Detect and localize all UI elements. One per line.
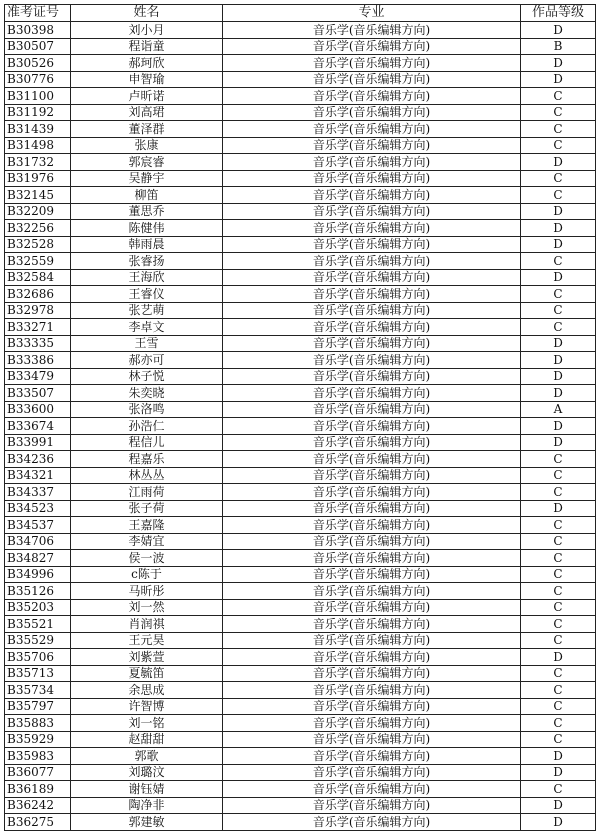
name-cell: 陶净非 [71, 797, 223, 814]
major-cell: 音乐学(音乐编辑方向) [223, 154, 521, 171]
table-header [5, 5, 596, 22]
table-row [5, 368, 596, 385]
grade-cell: C [521, 319, 596, 336]
exam-id-cell: B36275 [5, 814, 71, 831]
name-cell: 柳笛 [71, 187, 223, 204]
table-row [5, 550, 596, 567]
grade-cell: C [521, 286, 596, 303]
exam-id-cell: B36077 [5, 764, 71, 781]
major-cell: 音乐学(音乐编辑方向) [223, 566, 521, 583]
name-cell: 董泽群 [71, 121, 223, 138]
table-row [5, 335, 596, 352]
grade-cell: A [521, 401, 596, 418]
name-cell: 李婧宜 [71, 533, 223, 550]
table-row [5, 154, 596, 171]
name-cell: 刘高珺 [71, 104, 223, 121]
exam-id-cell: B35203 [5, 599, 71, 616]
major-cell: 音乐学(音乐编辑方向) [223, 434, 521, 451]
exam-id-cell: B31192 [5, 104, 71, 121]
major-cell: 音乐学(音乐编辑方向) [223, 665, 521, 682]
grade-cell: C [521, 550, 596, 567]
table-row [5, 797, 596, 814]
grade-cell: C [521, 599, 596, 616]
name-cell: 朱奕晓 [71, 385, 223, 402]
results-table [4, 4, 596, 831]
header-major: 专业 [223, 5, 521, 22]
grade-cell: D [521, 71, 596, 88]
grade-cell: D [521, 797, 596, 814]
major-cell: 音乐学(音乐编辑方向) [223, 500, 521, 517]
name-cell: 王雪 [71, 335, 223, 352]
exam-id-cell: B30776 [5, 71, 71, 88]
name-cell: 郭歌 [71, 748, 223, 765]
major-cell: 音乐学(音乐编辑方向) [223, 715, 521, 732]
grade-cell: C [521, 137, 596, 154]
major-cell: 音乐学(音乐编辑方向) [223, 517, 521, 534]
major-cell: 音乐学(音乐编辑方向) [223, 38, 521, 55]
exam-id-cell: B35713 [5, 665, 71, 682]
exam-id-cell: B32145 [5, 187, 71, 204]
major-cell: 音乐学(音乐编辑方向) [223, 682, 521, 699]
table-row [5, 665, 596, 682]
grade-cell: C [521, 566, 596, 583]
exam-id-cell: B34337 [5, 484, 71, 501]
grade-cell: C [521, 731, 596, 748]
exam-id-cell: B31498 [5, 137, 71, 154]
table-row [5, 88, 596, 105]
name-cell: 张子荷 [71, 500, 223, 517]
grade-cell: C [521, 467, 596, 484]
name-cell: 刘璐汶 [71, 764, 223, 781]
exam-id-cell: B34827 [5, 550, 71, 567]
grade-cell: D [521, 764, 596, 781]
major-cell: 音乐学(音乐编辑方向) [223, 236, 521, 253]
exam-id-cell: B32559 [5, 253, 71, 270]
grade-cell: C [521, 451, 596, 468]
table-row [5, 220, 596, 237]
table-row [5, 484, 596, 501]
major-cell: 音乐学(音乐编辑方向) [223, 187, 521, 204]
table-row [5, 418, 596, 435]
major-cell: 音乐学(音乐编辑方向) [223, 731, 521, 748]
table-row [5, 616, 596, 633]
name-cell: 王海欣 [71, 269, 223, 286]
name-cell: 王嘉隆 [71, 517, 223, 534]
table-row [5, 500, 596, 517]
grade-cell: C [521, 682, 596, 699]
table-row [5, 319, 596, 336]
table-row [5, 286, 596, 303]
table-row [5, 434, 596, 451]
name-cell: 郭宸睿 [71, 154, 223, 171]
grade-cell: D [521, 55, 596, 72]
header-grade: 作品等级 [521, 5, 596, 22]
name-cell: 张艺萌 [71, 302, 223, 319]
major-cell: 音乐学(音乐编辑方向) [223, 467, 521, 484]
grade-cell: D [521, 368, 596, 385]
table-row [5, 203, 596, 220]
name-cell: 董思乔 [71, 203, 223, 220]
major-cell: 音乐学(音乐编辑方向) [223, 55, 521, 72]
exam-id-cell: B35529 [5, 632, 71, 649]
major-cell: 音乐学(音乐编辑方向) [223, 319, 521, 336]
major-cell: 音乐学(音乐编辑方向) [223, 797, 521, 814]
exam-id-cell: B33991 [5, 434, 71, 451]
major-cell: 音乐学(音乐编辑方向) [223, 104, 521, 121]
exam-id-cell: B32209 [5, 203, 71, 220]
table-row [5, 451, 596, 468]
grade-cell: D [521, 269, 596, 286]
table-row [5, 22, 596, 39]
name-cell: 郝亦可 [71, 352, 223, 369]
exam-id-cell: B32528 [5, 236, 71, 253]
table-row [5, 814, 596, 831]
exam-id-cell: B35126 [5, 583, 71, 600]
major-cell: 音乐学(音乐编辑方向) [223, 781, 521, 798]
grade-cell: C [521, 616, 596, 633]
major-cell: 音乐学(音乐编辑方向) [223, 368, 521, 385]
major-cell: 音乐学(音乐编辑方向) [223, 533, 521, 550]
grade-cell: C [521, 88, 596, 105]
table-row [5, 764, 596, 781]
major-cell: 音乐学(音乐编辑方向) [223, 269, 521, 286]
exam-id-cell: B31976 [5, 170, 71, 187]
major-cell: 音乐学(音乐编辑方向) [223, 22, 521, 39]
exam-id-cell: B35883 [5, 715, 71, 732]
exam-id-cell: B34523 [5, 500, 71, 517]
table-row [5, 352, 596, 369]
name-cell: 陈健伟 [71, 220, 223, 237]
major-cell: 音乐学(音乐编辑方向) [223, 352, 521, 369]
table-row [5, 170, 596, 187]
exam-id-cell: B30507 [5, 38, 71, 55]
exam-id-cell: B35521 [5, 616, 71, 633]
table-body [5, 22, 596, 831]
grade-cell: D [521, 748, 596, 765]
grade-cell: D [521, 418, 596, 435]
header-name: 姓名 [71, 5, 223, 22]
major-cell: 音乐学(音乐编辑方向) [223, 220, 521, 237]
table-row [5, 302, 596, 319]
name-cell: 江雨荷 [71, 484, 223, 501]
table-row [5, 599, 596, 616]
name-cell: 张康 [71, 137, 223, 154]
grade-cell: C [521, 583, 596, 600]
exam-id-cell: B35706 [5, 649, 71, 666]
major-cell: 音乐学(音乐编辑方向) [223, 71, 521, 88]
table-row [5, 517, 596, 534]
table-row [5, 715, 596, 732]
grade-cell: D [521, 500, 596, 517]
results-sheet [4, 4, 595, 831]
exam-id-cell: B34236 [5, 451, 71, 468]
name-cell: 程嘉乐 [71, 451, 223, 468]
name-cell: 侯一波 [71, 550, 223, 567]
name-cell: 郭建敏 [71, 814, 223, 831]
major-cell: 音乐学(音乐编辑方向) [223, 385, 521, 402]
major-cell: 音乐学(音乐编辑方向) [223, 137, 521, 154]
exam-id-cell: B32256 [5, 220, 71, 237]
grade-cell: C [521, 665, 596, 682]
major-cell: 音乐学(音乐编辑方向) [223, 632, 521, 649]
table-row [5, 583, 596, 600]
table-row [5, 632, 596, 649]
table-row [5, 38, 596, 55]
major-cell: 音乐学(音乐编辑方向) [223, 121, 521, 138]
exam-id-cell: B33386 [5, 352, 71, 369]
major-cell: 音乐学(音乐编辑方向) [223, 814, 521, 831]
name-cell: 刘一铭 [71, 715, 223, 732]
exam-id-cell: B32584 [5, 269, 71, 286]
name-cell: 吴静宇 [71, 170, 223, 187]
name-cell: c陈于 [71, 566, 223, 583]
table-row [5, 253, 596, 270]
grade-cell: D [521, 154, 596, 171]
exam-id-cell: B35983 [5, 748, 71, 765]
major-cell: 音乐学(音乐编辑方向) [223, 698, 521, 715]
exam-id-cell: B30398 [5, 22, 71, 39]
grade-cell: D [521, 814, 596, 831]
major-cell: 音乐学(音乐编辑方向) [223, 302, 521, 319]
grade-cell: D [521, 385, 596, 402]
table-row [5, 748, 596, 765]
table-row [5, 71, 596, 88]
name-cell: 林丛丛 [71, 467, 223, 484]
grade-cell: C [521, 533, 596, 550]
major-cell: 音乐学(音乐编辑方向) [223, 286, 521, 303]
name-cell: 林子悦 [71, 368, 223, 385]
exam-id-cell: B35734 [5, 682, 71, 699]
grade-cell: C [521, 302, 596, 319]
name-cell: 刘小月 [71, 22, 223, 39]
exam-id-cell: B33271 [5, 319, 71, 336]
major-cell: 音乐学(音乐编辑方向) [223, 401, 521, 418]
exam-id-cell: B34706 [5, 533, 71, 550]
grade-cell: D [521, 203, 596, 220]
name-cell: 许智博 [71, 698, 223, 715]
exam-id-cell: B33600 [5, 401, 71, 418]
major-cell: 音乐学(音乐编辑方向) [223, 88, 521, 105]
table-row [5, 137, 596, 154]
major-cell: 音乐学(音乐编辑方向) [223, 583, 521, 600]
name-cell: 韩雨晨 [71, 236, 223, 253]
grade-cell: C [521, 170, 596, 187]
table-row [5, 385, 596, 402]
table-row [5, 649, 596, 666]
name-cell: 肖润祺 [71, 616, 223, 633]
grade-cell: D [521, 236, 596, 253]
table-row [5, 467, 596, 484]
exam-id-cell: B30526 [5, 55, 71, 72]
major-cell: 音乐学(音乐编辑方向) [223, 170, 521, 187]
exam-id-cell: B33335 [5, 335, 71, 352]
name-cell: 李卓文 [71, 319, 223, 336]
name-cell: 王睿仪 [71, 286, 223, 303]
exam-id-cell: B36242 [5, 797, 71, 814]
name-cell: 孙浩仁 [71, 418, 223, 435]
header-row [5, 5, 596, 22]
table-row [5, 104, 596, 121]
major-cell: 音乐学(音乐编辑方向) [223, 748, 521, 765]
major-cell: 音乐学(音乐编辑方向) [223, 599, 521, 616]
exam-id-cell: B31439 [5, 121, 71, 138]
grade-cell: C [521, 121, 596, 138]
exam-id-cell: B34537 [5, 517, 71, 534]
exam-id-cell: B35797 [5, 698, 71, 715]
grade-cell: C [521, 517, 596, 534]
grade-cell: C [521, 715, 596, 732]
name-cell: 程诣童 [71, 38, 223, 55]
table-row [5, 682, 596, 699]
major-cell: 音乐学(音乐编辑方向) [223, 451, 521, 468]
exam-id-cell: B33674 [5, 418, 71, 435]
name-cell: 谢钰婧 [71, 781, 223, 798]
grade-cell: C [521, 484, 596, 501]
table-row [5, 121, 596, 138]
table-row [5, 533, 596, 550]
grade-cell: C [521, 698, 596, 715]
exam-id-cell: B32686 [5, 286, 71, 303]
name-cell: 马昕彤 [71, 583, 223, 600]
grade-cell: D [521, 649, 596, 666]
grade-cell: D [521, 434, 596, 451]
exam-id-cell: B34321 [5, 467, 71, 484]
table-row [5, 731, 596, 748]
name-cell: 程信儿 [71, 434, 223, 451]
grade-cell: C [521, 187, 596, 204]
major-cell: 音乐学(音乐编辑方向) [223, 203, 521, 220]
major-cell: 音乐学(音乐编辑方向) [223, 764, 521, 781]
major-cell: 音乐学(音乐编辑方向) [223, 649, 521, 666]
major-cell: 音乐学(音乐编辑方向) [223, 550, 521, 567]
name-cell: 卢昕诺 [71, 88, 223, 105]
table-row [5, 269, 596, 286]
table-row [5, 187, 596, 204]
exam-id-cell: B35929 [5, 731, 71, 748]
table-row [5, 401, 596, 418]
grade-cell: C [521, 104, 596, 121]
table-row [5, 698, 596, 715]
grade-cell: C [521, 781, 596, 798]
exam-id-cell: B31100 [5, 88, 71, 105]
grade-cell: C [521, 253, 596, 270]
table-row [5, 566, 596, 583]
grade-cell: D [521, 22, 596, 39]
table-row [5, 236, 596, 253]
grade-cell: C [521, 632, 596, 649]
name-cell: 余思成 [71, 682, 223, 699]
exam-id-cell: B36189 [5, 781, 71, 798]
name-cell: 郝珂欣 [71, 55, 223, 72]
exam-id-cell: B33507 [5, 385, 71, 402]
exam-id-cell: B34996 [5, 566, 71, 583]
name-cell: 张睿扬 [71, 253, 223, 270]
grade-cell: D [521, 352, 596, 369]
table-row [5, 55, 596, 72]
name-cell: 王元昊 [71, 632, 223, 649]
name-cell: 张洛鸣 [71, 401, 223, 418]
major-cell: 音乐学(音乐编辑方向) [223, 484, 521, 501]
major-cell: 音乐学(音乐编辑方向) [223, 418, 521, 435]
header-exam-id: 准考证号 [5, 5, 71, 22]
major-cell: 音乐学(音乐编辑方向) [223, 616, 521, 633]
exam-id-cell: B33479 [5, 368, 71, 385]
exam-id-cell: B32978 [5, 302, 71, 319]
name-cell: 刘一然 [71, 599, 223, 616]
major-cell: 音乐学(音乐编辑方向) [223, 253, 521, 270]
major-cell: 音乐学(音乐编辑方向) [223, 335, 521, 352]
name-cell: 赵甜甜 [71, 731, 223, 748]
grade-cell: D [521, 220, 596, 237]
name-cell: 刘紫萱 [71, 649, 223, 666]
name-cell: 申智瑜 [71, 71, 223, 88]
exam-id-cell: B31732 [5, 154, 71, 171]
grade-cell: B [521, 38, 596, 55]
name-cell: 夏毓笛 [71, 665, 223, 682]
grade-cell: D [521, 335, 596, 352]
